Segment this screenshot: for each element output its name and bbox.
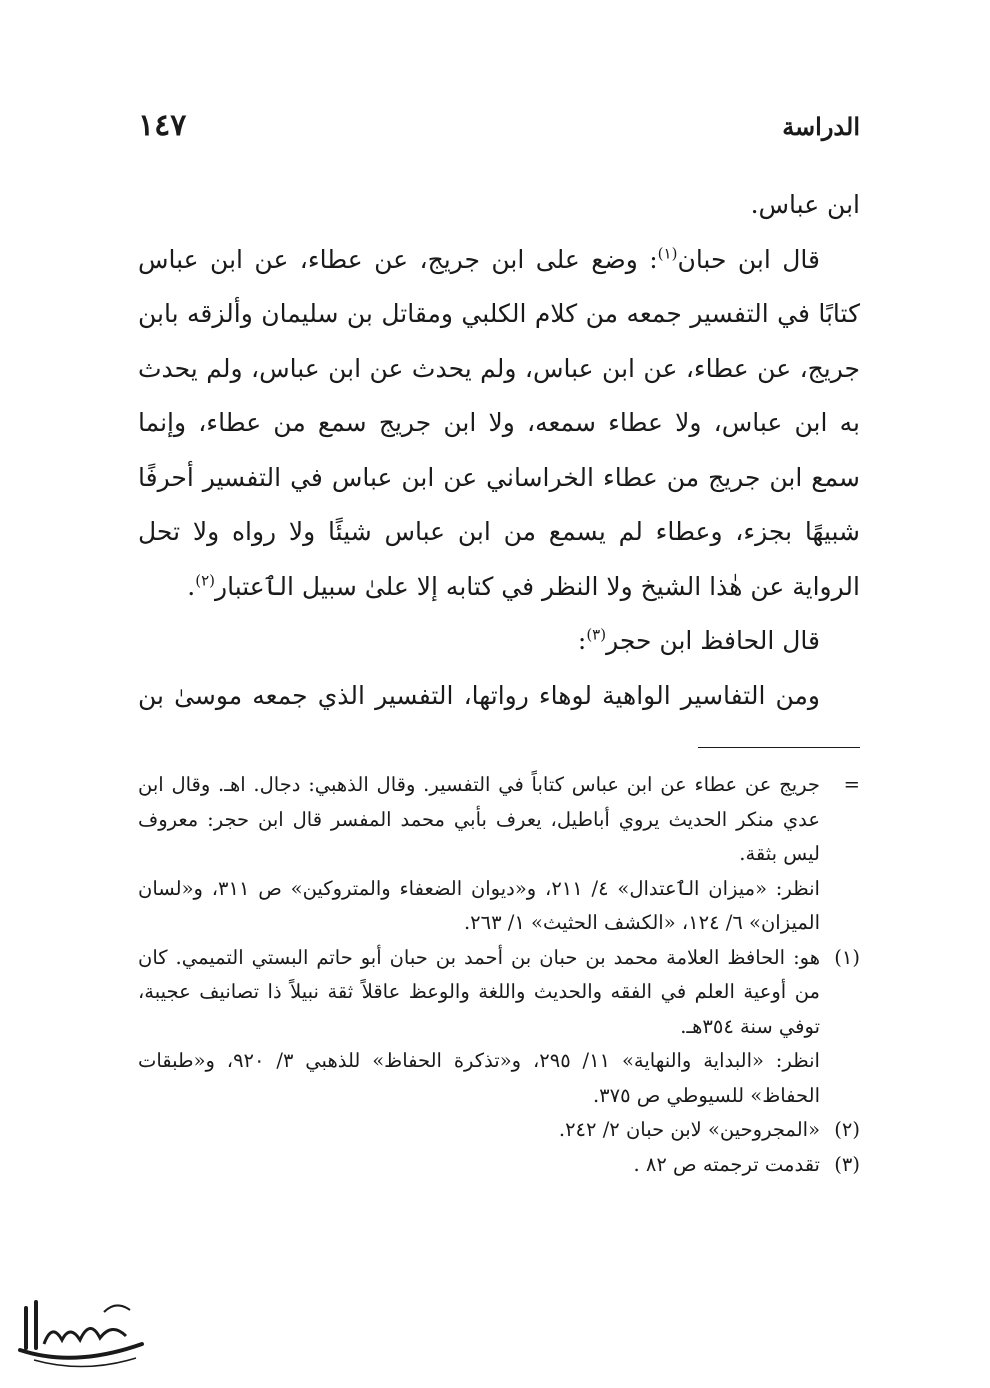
footnote-3 <box>138 1148 860 1183</box>
continuation-mark: = <box>843 773 860 796</box>
footnote-ref-2[interactable]: (٢) <box>195 571 216 590</box>
paragraph-3-end: : <box>577 626 587 655</box>
footnote-1-refs: انظر: «البداية والنهاية» ١١/ ٢٩٥، و«تذكرة الحفاظ» للذهبي ٣/ ٩٢٠، و«طبقات الحفاظ» للسيوطي ص ٣٧٥. <box>138 1049 820 1107</box>
running-header <box>138 108 860 152</box>
paragraph-1: ابن عباس. <box>750 190 860 219</box>
paragraph-2-end: . <box>187 571 196 601</box>
footnote-3-text: تقدمت ترجمته ص ٨٢ . <box>633 1152 820 1176</box>
paragraph-2-lead: قال ابن حبان <box>677 244 820 274</box>
paragraph-2 <box>138 233 860 615</box>
section-title: الدراسة <box>782 112 860 141</box>
footnote-2-mark: (٢) <box>834 1118 860 1141</box>
footnote-3-mark: (٣) <box>834 1152 860 1176</box>
paragraph-2-body: : وضع على ابن جريج، عن عطاء، عن ابن عباس كتابًا في التفسير جمعه من كلام الكلبي ومقاتل بن سليمان وألزقه بابن جريج، عن عطاء، عن ابن عباس، ولم يحدث عن ابن عباس، ولم يحدث به ابن عباس، ولا عطاء سمعه، ولا ابن جريج سمع من عطاء، وإنما سمع ابن جريج من عطاء الخراساني عن ابن عباس في التفسير أحرفًا شبيهًا بجزء، وعطاء لم يسمع من ابن عباس شيئًا ولا رواه ولا تحل الرواية عن هٰذا الشيخ ولا النظر في كتابه إلا علىٰ سبيل الٱعتبار <box>138 244 860 601</box>
footnote-2 <box>138 1113 860 1148</box>
calligraphy-logo-icon <box>4 1288 154 1380</box>
footnote-2-text: «المجروحين» لابن حبان ٢/ ٢٤٢. <box>558 1118 820 1141</box>
footnote-ref-3[interactable]: (٣) <box>586 625 607 644</box>
footnote-continuation-refs: انظر: «ميزان الٱعتدال» ٤/ ٢١١، و«ديوان الضعفاء والمتروكين» ص ٣١١، و«لسان الميزان» ٦/ ١٢٤، «الكشف الحثيث» ١/ ٢٦٣. <box>138 876 820 934</box>
footnote-1-mark: (١) <box>834 945 860 969</box>
footnote-continuation-text: جريج عن عطاء عن ابن عباس كتاباً في التفسير. وقال الذهبي: دجال. اهـ. وقال ابن عدي منكر الحديث يروي أباطيل، يعرف بأبي محمد المفسر قال ابن حجر: معروف ليس بثقة. <box>138 773 820 865</box>
footnote-1 <box>138 941 860 1045</box>
calligraphy-logo-svg <box>4 1288 154 1380</box>
main-text <box>138 178 860 723</box>
paragraph-3 <box>138 614 860 669</box>
page-number: ١٤٧ <box>138 108 187 143</box>
footnote-ref-1[interactable]: (١) <box>657 244 678 263</box>
paragraph-4: ومن التفاسير الواهية لوهاء رواتها، التفسير الذي جمعه موسىٰ بن <box>138 680 820 710</box>
footnotes <box>138 768 860 1182</box>
footnote-continuation <box>138 768 860 872</box>
footnote-separator <box>698 747 860 748</box>
paragraph-3-lead: قال الحافظ ابن حجر <box>606 626 820 655</box>
footnote-1-text: هو: الحافظ العلامة محمد بن حبان بن أحمد بن حبان أبو حاتم البستي التميمي. كان من أوعية العلم في الفقه والحديث واللغة والوعظ عاقلاً ثقة نبيلاً ذا تصانيف عجيبة، توفي سنة ٣٥٤هـ. <box>138 945 820 1038</box>
